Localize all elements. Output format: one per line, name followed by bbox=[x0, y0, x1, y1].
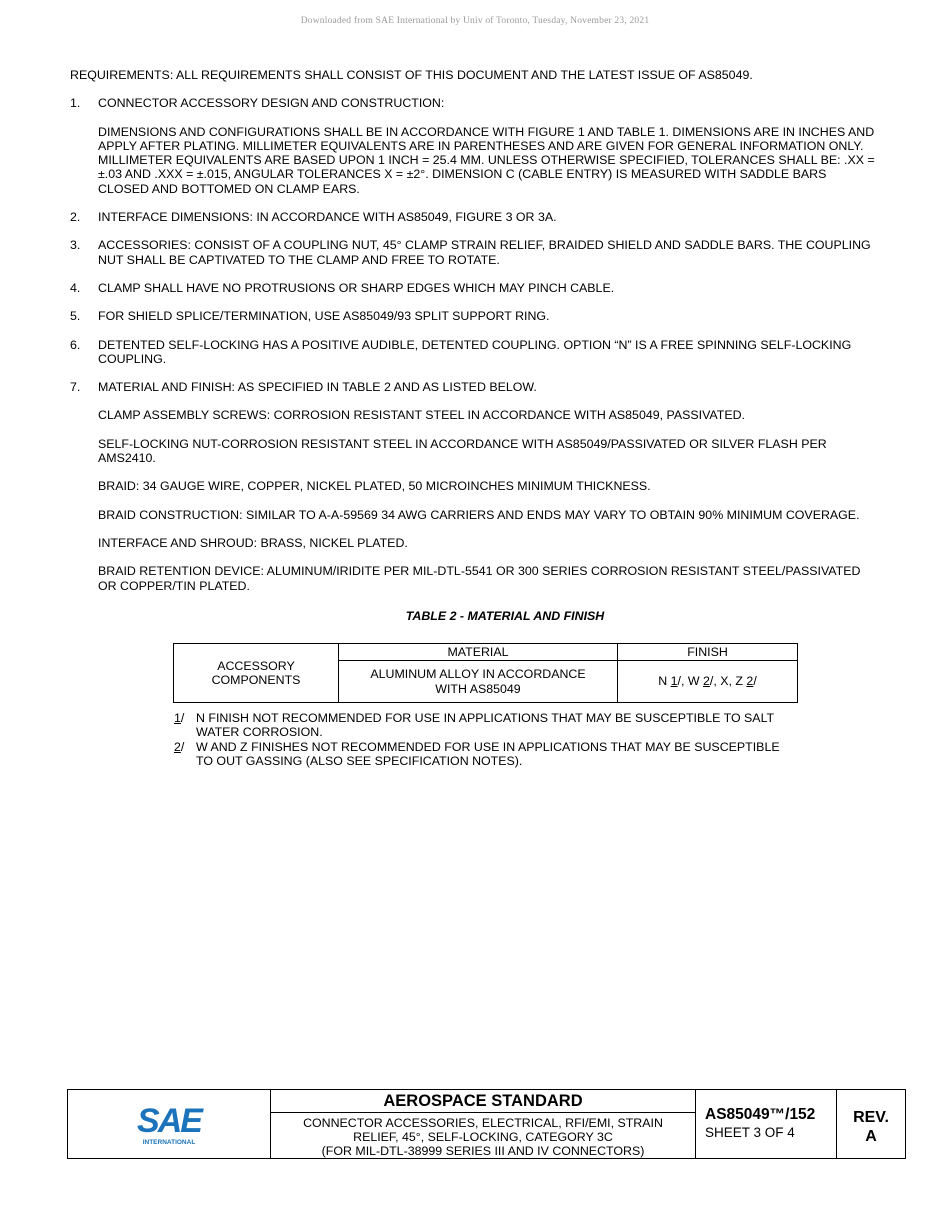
braid-spec: BRAID: 34 GAUGE WIRE, COPPER, NICKEL PLATED, 50 MICROINCHES MINIMUM THICKNESS. bbox=[98, 479, 651, 494]
description-line: (FOR MIL-DTL-38999 SERIES III AND IV CONNECTORS) bbox=[321, 1144, 645, 1158]
requirement-item-3 bbox=[70, 238, 880, 267]
braid-construction-spec: BRAID CONSTRUCTION: SIMILAR TO A-A-59569 34 AWG CARRIERS AND ENDS MAY VARY TO OBTAIN 90% MINIMUM COVERAGE. bbox=[98, 507, 860, 522]
item-number: 5. bbox=[70, 309, 81, 324]
requirements-statement: REQUIREMENTS: ALL REQUIREMENTS SHALL CONSIST OF THIS DOCUMENT AND THE LATEST ISSUE OF AS85049. bbox=[70, 68, 753, 82]
footnote-ref-2[interactable]: 2 bbox=[703, 674, 710, 689]
requirement-item-7 bbox=[70, 380, 880, 394]
row-label: ACCESSORY COMPONENTS bbox=[211, 658, 301, 688]
sheet-number: SHEET 3 OF 4 bbox=[705, 1125, 795, 1140]
standard-title: AEROSPACE STANDARD bbox=[271, 1090, 695, 1113]
description-line: RELIEF, 45°, SELF-LOCKING, CATEGORY 3C bbox=[353, 1130, 613, 1144]
item-number: 6. bbox=[70, 337, 81, 352]
finish-cell bbox=[618, 661, 798, 703]
logo-subtext: INTERNATIONAL bbox=[142, 1139, 196, 1146]
material-cell bbox=[339, 661, 618, 703]
note-text: N FINISH NOT RECOMMENDED FOR USE IN APPLICATIONS THAT MAY BE SUSCEPTIBLE TO SALT WATER CORROSION. bbox=[196, 711, 774, 740]
requirement-item-6 bbox=[70, 338, 880, 367]
sae-logo bbox=[68, 1090, 271, 1158]
sae-logo-icon bbox=[68, 1090, 268, 1158]
requirement-item-2 bbox=[70, 210, 880, 224]
item-number: 1. bbox=[70, 96, 81, 111]
footnote-ref-2[interactable]: 2 bbox=[746, 674, 754, 689]
table-notes bbox=[174, 711, 880, 768]
item-1-detail: DIMENSIONS AND CONFIGURATIONS SHALL BE IN ACCORDANCE WITH FIGURE 1 AND TABLE 1. DIMENSIONS ARE IN INCHES AND APPLY AFTER PLATING. MILLIMETER EQUIVALENTS ARE IN PARENTHESES AND ARE GIVEN FOR GENERAL INFORMATION ONLY. MILLIMETER EQUIVALENTS ARE BASED UPON 1 INCH = 25.4 MM. UNLESS OTHERWISE SPECIFIED, TOLERANCES SHALL BE: .XX = ±.03 AND .XXX = ±.015, ANGULAR TOLERANCES X = ±2°. DIMENSION C (CABLE ENTRY) IS MEASURED WITH SADDLE BARS CLOSED AND BOTTOMED ON CLAMP EARS. bbox=[98, 124, 875, 196]
table-note: 1/ N FINISH NOT RECOMMENDED FOR USE IN APPLICATIONS THAT MAY BE SUSCEPTIBLE TO SALT WATER CORROSION. bbox=[174, 711, 880, 740]
material-finish-table bbox=[173, 643, 798, 703]
title-cell bbox=[271, 1090, 696, 1158]
footnote-ref-1[interactable]: 1 bbox=[670, 674, 678, 689]
standard-description bbox=[271, 1113, 695, 1158]
logo-wordmark: SAE bbox=[137, 1102, 201, 1140]
self-locking-nut-spec: SELF-LOCKING NUT-CORROSION RESISTANT STEEL IN ACCORDANCE WITH AS85049/PASSIVATED OR SILVER FLASH PER AMS2410. bbox=[98, 436, 827, 466]
item-number: 7. bbox=[70, 380, 81, 395]
finish-w: /, W bbox=[677, 674, 703, 689]
braid-retention-spec: BRAID RETENTION DEVICE: ALUMINUM/IRIDITE PER MIL-DTL-5541 OR 300 SERIES CORROSION RESISTANT STEEL/PASSIVATED OR COPPER/TIN PLATED. bbox=[98, 564, 861, 593]
material-value: ALUMINUM ALLOY IN ACCORDANCE WITH AS85049 bbox=[370, 667, 586, 696]
finish-n: N bbox=[658, 674, 671, 689]
note-ref: 1 bbox=[174, 711, 181, 726]
revision-value: A bbox=[865, 1128, 877, 1145]
item-text: ACCESSORIES: CONSIST OF A COUPLING NUT, 45° CLAMP STRAIN RELIEF, BRAIDED SHIELD AND SADDLE BARS. THE COUPLING NUT SHALL BE CAPTIVATED TO THE CLAMP AND FREE TO ROTATE. bbox=[98, 238, 871, 267]
item-text: CONNECTOR ACCESSORY DESIGN AND CONSTRUCTION: bbox=[98, 96, 445, 111]
revision-cell bbox=[837, 1090, 905, 1158]
table-header-row bbox=[174, 644, 798, 661]
finish-header: FINISH bbox=[618, 644, 798, 661]
item-number: 3. bbox=[70, 238, 81, 253]
requirement-item-5 bbox=[70, 309, 880, 323]
document-number-cell bbox=[696, 1090, 837, 1158]
item-text: FOR SHIELD SPLICE/TERMINATION, USE AS85049/93 SPLIT SUPPORT RING. bbox=[98, 309, 550, 324]
item-number: 2. bbox=[70, 210, 81, 225]
requirement-item-4 bbox=[70, 281, 880, 295]
note-text: W AND Z FINISHES NOT RECOMMENDED FOR USE IN APPLICATIONS THAT MAY BE SUSCEPTIBLE TO OUT GASSING (ALSO SEE SPECIFICATION NOTES). bbox=[196, 739, 780, 769]
interface-shroud-spec: INTERFACE AND SHROUD: BRASS, NICKEL PLATED. bbox=[98, 535, 408, 550]
item-text: CLAMP SHALL HAVE NO PROTRUSIONS OR SHARP EDGES WHICH MAY PINCH CABLE. bbox=[98, 280, 615, 295]
item-number: 4. bbox=[70, 280, 81, 295]
finish-xz: /, X, Z bbox=[709, 674, 747, 689]
description-line: CONNECTOR ACCESSORIES, ELECTRICAL, RFI/EMI, STRAIN bbox=[303, 1116, 663, 1130]
revision-label: REV. bbox=[853, 1109, 889, 1126]
table-2-caption: TABLE 2 - MATERIAL AND FINISH bbox=[405, 608, 605, 623]
finish-end: / bbox=[753, 674, 757, 689]
material-header: MATERIAL bbox=[339, 644, 618, 661]
document-number: AS85049™/152 bbox=[705, 1106, 816, 1123]
document-body bbox=[70, 68, 880, 768]
download-watermark: Downloaded from SAE International by Univ of Toronto, Tuesday, November 23, 2021 bbox=[300, 16, 650, 26]
clamp-screws-spec: CLAMP ASSEMBLY SCREWS: CORROSION RESISTANT STEEL IN ACCORDANCE WITH AS85049, PASSIVATED. bbox=[98, 408, 745, 423]
requirement-item-1 bbox=[70, 96, 880, 110]
note-ref: 2 bbox=[174, 739, 181, 754]
row-label-cell bbox=[174, 644, 339, 703]
table-note: 2/ W AND Z FINISHES NOT RECOMMENDED FOR USE IN APPLICATIONS THAT MAY BE SUSCEPTIBLE TO OUT GASSING (ALSO SEE SPECIFICATION NOTES). bbox=[174, 740, 880, 769]
title-block bbox=[67, 1089, 906, 1159]
item-text: INTERFACE DIMENSIONS: IN ACCORDANCE WITH AS85049, FIGURE 3 OR 3A. bbox=[98, 210, 557, 225]
item-text: MATERIAL AND FINISH: AS SPECIFIED IN TABLE 2 AND AS LISTED BELOW. bbox=[98, 380, 537, 395]
item-text: DETENTED SELF-LOCKING HAS A POSITIVE AUDIBLE, DETENTED COUPLING. OPTION “N” IS A FREE SPINNING SELF-LOCKING COUPLING. bbox=[98, 337, 852, 366]
